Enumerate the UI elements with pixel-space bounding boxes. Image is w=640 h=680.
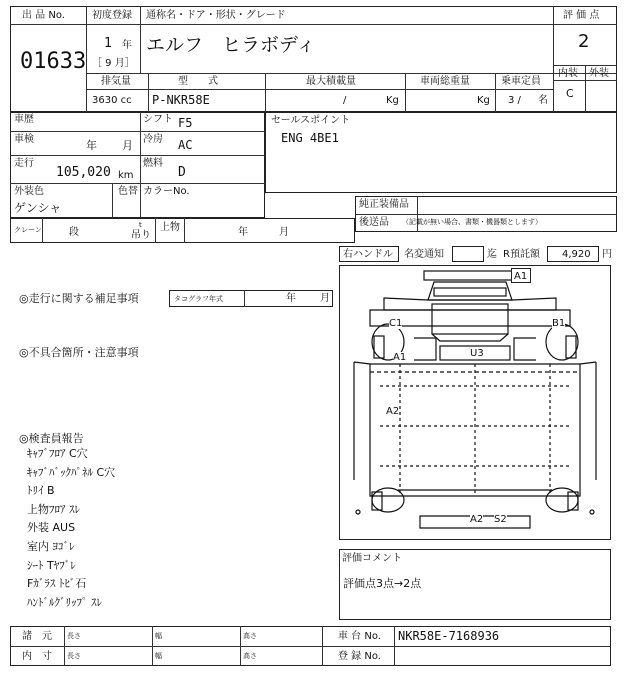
sales-point-text: ENG 4BE1 [281, 131, 339, 145]
inspection-year: 年 [86, 139, 97, 152]
evaluation-label: 評価コメント [342, 553, 402, 564]
yen-unit: 円 [602, 249, 612, 260]
inspection-month: 月 [122, 139, 133, 152]
truck-outline [340, 266, 610, 539]
ac-value: AC [178, 138, 193, 152]
color-label: 外装色 [14, 186, 44, 197]
chassis-label: 車 台 No. [338, 631, 381, 642]
mileage-unit: km [118, 170, 134, 181]
registration-no-label: 登 録 No. [338, 651, 381, 662]
max-load-value: / [343, 95, 347, 106]
defects-title: ◎不具合箇所・注意事項 [19, 346, 139, 359]
color-no-label: カラーNo. [143, 186, 190, 197]
crane-frame [10, 218, 355, 243]
crane-stage: 段 [69, 227, 79, 238]
fuel-label: 燃料 [143, 158, 163, 169]
year-unit: 年 [122, 40, 132, 51]
inspector-item: ﾊﾝﾄﾞﾙｸﾞﾘｯﾌﾟ ｽﾚ [27, 595, 102, 609]
damage-diagram [339, 265, 611, 540]
inspector-item: Fｶﾞﾗｽ ﾄﾋﾞ石 [27, 577, 87, 591]
tacho-year: 年 [286, 293, 296, 304]
capacity-label: 乗車定員 [501, 76, 541, 87]
history-label: 車歴 [14, 114, 34, 125]
driving-notes-title: ◎走行に関する補足事項 [19, 292, 139, 305]
mark-a1-top: A1 [514, 271, 528, 282]
first-reg-month: ［ 9 月］ [92, 58, 135, 69]
vehicle-name: エルフ ヒラボディ [146, 34, 316, 56]
gross-weight-label: 車両総重量 [420, 76, 470, 87]
interior-label: 内装 [558, 68, 578, 79]
grade-label: 評 価 点 [563, 10, 600, 21]
upper-month: 月 [279, 227, 289, 238]
dims-length: 長さ [67, 632, 81, 640]
sales-point-label: セールスポイント [271, 115, 351, 126]
mileage-label: 走行 [14, 158, 34, 169]
interior-grade: C [566, 87, 574, 100]
inspector-item: 外装 AUS [27, 521, 76, 535]
evaluation-text: 評価点3点→2点 [343, 577, 422, 590]
color-code-label: 色替 [118, 186, 138, 197]
recycle-label: R預託額 [503, 249, 540, 260]
aftermarket-note: （記載が無い場合、書類・機器類とします） [402, 218, 542, 226]
recycle-amount: 4,920 [562, 249, 591, 260]
first-reg-year: 1 [104, 36, 112, 51]
model-value: P-NKR58E [152, 93, 210, 107]
crane-hook: 吊り [131, 230, 151, 241]
mark-u3: U3 [470, 348, 484, 359]
lot-number: 01633 [20, 49, 87, 74]
dims-height: 高さ [243, 632, 257, 640]
dims-width: 幅 [155, 632, 162, 640]
exterior-label: 外装 [589, 68, 609, 79]
name-change-label: 名変通知 [404, 249, 444, 260]
chassis-number: NKR58E-7168936 [398, 629, 500, 643]
model-label: 型 式 [178, 76, 218, 87]
crane-label: クレーン [14, 226, 42, 234]
inspector-item: ｼｰﾄ Tﾔﾌﾞﾚ [27, 558, 76, 572]
inspector-item: ｷｬﾌﾞﾌﾛｱ C穴 [27, 447, 88, 460]
displacement-label: 排気量 [101, 76, 131, 87]
aftermarket-label: 後送品 [359, 217, 389, 228]
steering: 右ハンドル [343, 249, 393, 260]
interior-length: 長さ [67, 652, 81, 660]
crane-ton: t [139, 221, 142, 229]
inspector-title: ◎検査員報告 [19, 432, 84, 445]
inspector-item: 上物ﾌﾛｱ ｽﾚ [27, 502, 80, 516]
fuel-value: D [178, 165, 186, 180]
mark-s2-bottom: S2 [494, 514, 507, 525]
interior-dims-label: 内 寸 [22, 651, 52, 662]
interior-width: 幅 [155, 652, 162, 660]
capacity-unit: 名 [538, 95, 548, 106]
inspector-item: 室内 ﾖｺﾞﾚ [27, 540, 75, 553]
mark-a2-bottom: A2 [470, 514, 484, 525]
capacity-value: 3 / [508, 95, 521, 106]
upper-year: 年 [238, 227, 248, 238]
genuine-equipment-label: 純正装備品 [359, 199, 409, 210]
until-label: 迄 [487, 249, 497, 260]
mark-a1-left: A1 [393, 352, 407, 363]
name-change-box [452, 246, 484, 262]
mileage-value: 105,020 [56, 165, 111, 180]
dims-label: 諸 元 [22, 631, 52, 642]
shift-label: シフト [143, 114, 173, 125]
inspection-label: 車検 [14, 134, 34, 145]
upper-label: 上物 [160, 222, 180, 233]
inspector-item: ﾄﾘｲ B [27, 484, 55, 498]
tacho-month: 月 [320, 293, 330, 304]
shift-value: F5 [178, 116, 193, 130]
max-load-label: 最大積載量 [306, 76, 356, 87]
overall-grade: 2 [578, 31, 590, 52]
gross-weight-unit: Kg [477, 95, 490, 106]
lot-label: 出 品 No. [22, 10, 65, 21]
mark-b1: B1 [552, 318, 566, 329]
mark-c1: C1 [389, 318, 403, 329]
tacho-label: タコグラフ年式 [174, 295, 223, 303]
title-label: 通称名・ドア・形状・グレード [146, 10, 286, 21]
first-reg-label: 初度登録 [92, 10, 132, 21]
color-value: ゲンシャ [14, 201, 62, 215]
inspector-item: ｷｬﾌﾞﾊﾞｯｸﾊﾟﾈﾙ C穴 [27, 465, 116, 479]
max-load-unit: Kg [386, 95, 399, 106]
mark-a2-side: A2 [386, 406, 400, 417]
displacement-value: 3630 cc [92, 95, 132, 106]
interior-height: 高さ [243, 652, 257, 660]
ac-label: 冷房 [143, 134, 163, 145]
